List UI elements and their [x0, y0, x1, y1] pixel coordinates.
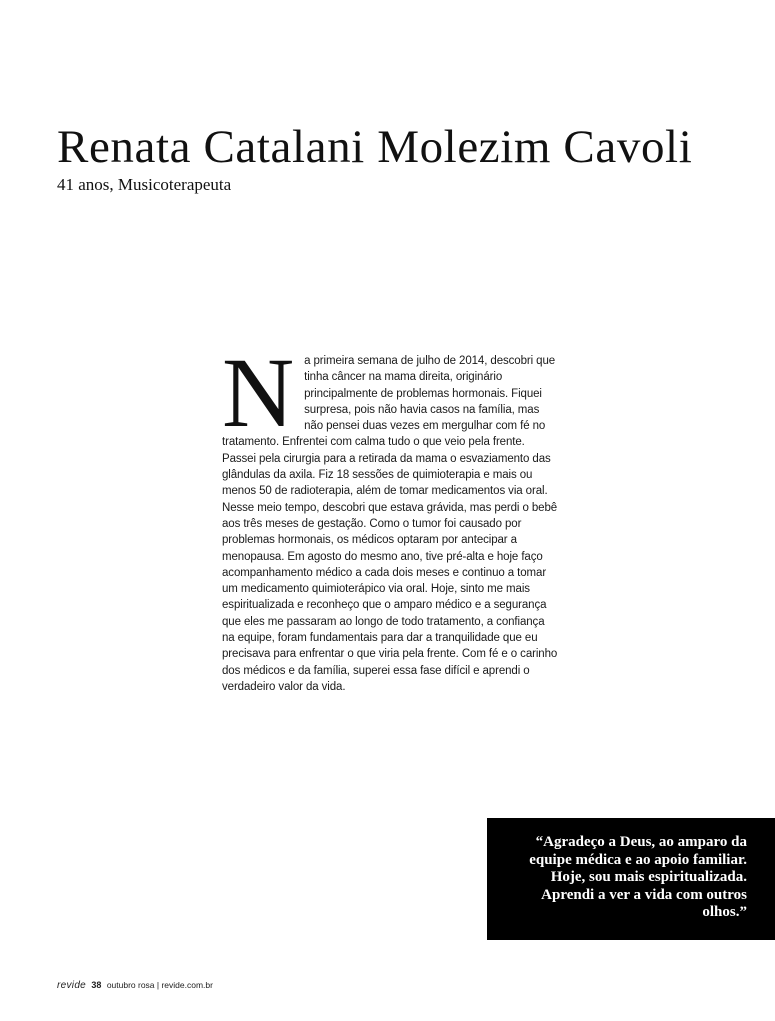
pull-quote-box [487, 818, 775, 940]
pull-quote-text: “Agradeço a Deus, ao amparo da equipe médica e ao apoio familiar. Hoje, sou mais espiritualizada. Aprendi a ver a vida com outros olhos.” [529, 834, 747, 920]
footer-page-number: 38 [91, 980, 102, 990]
page-footer [57, 980, 213, 991]
footer-brand: revide [57, 980, 87, 991]
article-body [222, 337, 559, 695]
article-text: a primeira semana de julho de 2014, descobri que tinha câncer na mama direita, originário principalmente de problemas hormonais. Fiquei surpresa, pois não havia casos na família, mas não pensei duas vezes em mergulhar com fé no tratamento. Enfrentei com calma tudo o que veio pela frente. Passei pela cirurgia para a retirada da mama o esvaziamento das glândulas da axila. Fiz 18 sessões de quimioterapia e mais ou menos 50 de radioterapia, além de tomar medicamentos via oral. Nesse meio tempo, descobri que estava grávida, mas perdi o bebê aos três meses de gestação. Como o tumor foi causado por problemas hormonais, os médicos optaram por antecipar a menopausa. Em agosto do mesmo ano, tive pré-alta e hoje faço acompanhamento médico a cada dois meses e continuo a tomar um medicamento quimioterápico via oral. Hoje, sinto me mais espiritualizada e reconheço que o amparo médico e a segurança que eles me passaram ao longo de todo tratamento, a confiança na equipe, foram fundamentais para dar a tranquilidade que eu precisava para enfrentar o que viria pela frente. Com fé e o carinho dos médicos e da família, superei essa fase difícil e aprendi o verdadeiro valor da vida. [222, 355, 558, 693]
drop-cap: N [222, 337, 295, 448]
page-title: Renata Catalani Molezim Cavoli [57, 121, 693, 173]
page-subtitle: 41 anos, Musicoterapeuta [57, 175, 232, 194]
footer-section: outubro rosa | revide.com.br [106, 980, 213, 990]
